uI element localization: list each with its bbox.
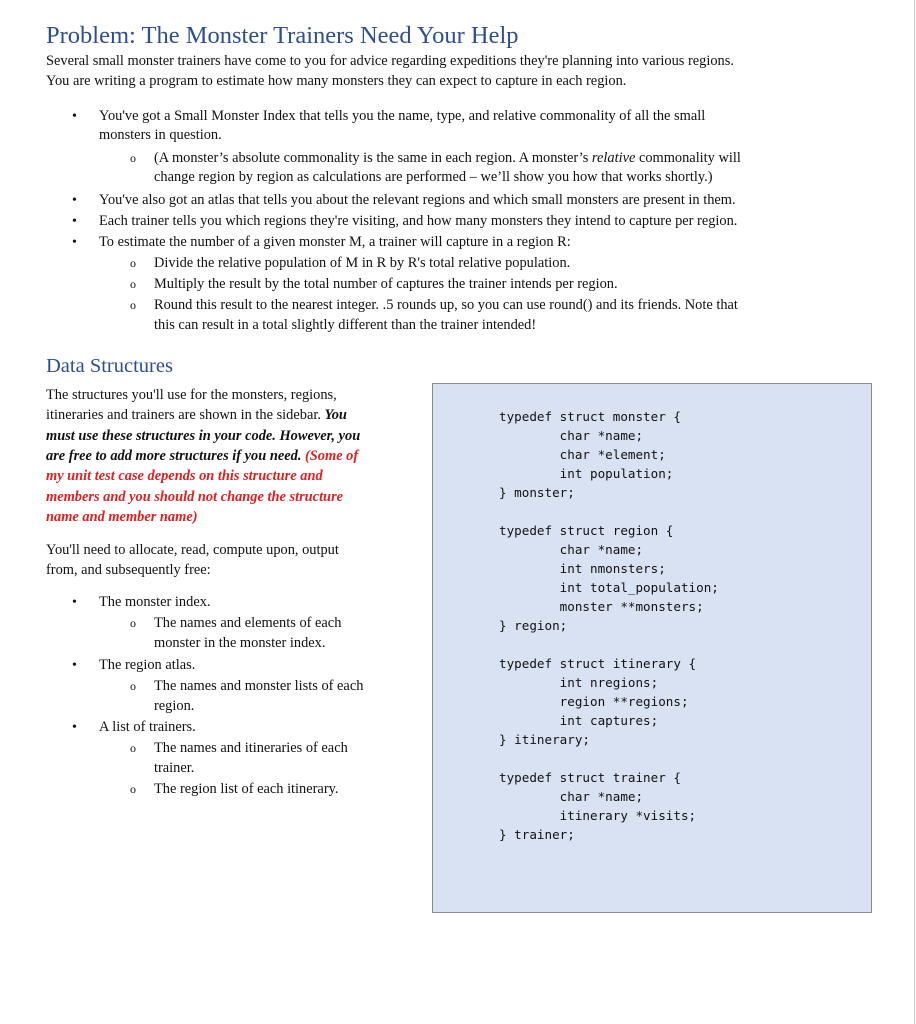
bullet-2: You've also got an atlas that tells you about the relevant regions and which small monsters are present in them.: [99, 192, 736, 208]
sub-bullet-circle: o: [130, 151, 136, 165]
bullet-dot: •: [72, 658, 77, 673]
code-line: region **regions;: [499, 694, 689, 709]
sub-bullet-circle: o: [130, 277, 136, 291]
bullet-dot: •: [72, 214, 77, 229]
code-line: int total_population;: [499, 580, 719, 595]
bullet-dot: •: [72, 595, 77, 610]
code-line: typedef struct trainer {: [499, 770, 681, 785]
ds-para-line: The structures you'll use for the monsters, regions,: [46, 387, 337, 403]
bullet-1-line-2: monsters in question.: [99, 127, 222, 143]
code-line: int captures;: [499, 713, 659, 728]
code-line: } itinerary;: [499, 732, 590, 747]
ds-red-line: members and you should not change the structure: [46, 489, 344, 505]
code-line: typedef struct monster {: [499, 409, 681, 424]
ds-list-sub: The names and monster lists of each: [154, 678, 364, 694]
ds-red-line: name and member name): [46, 509, 198, 525]
code-line: typedef struct region {: [499, 523, 674, 538]
code-line: } region;: [499, 618, 568, 633]
code-line: int nregions;: [499, 675, 659, 690]
intro-line-2: You are writing a program to estimate how many monsters they can expect to capture in each region.: [46, 73, 627, 89]
sub-bullet-circle: o: [130, 679, 136, 693]
ds-list-sub: monster in the monster index.: [154, 635, 326, 651]
code-block: [499, 407, 719, 844]
code-line: [499, 502, 719, 521]
bullet-4: To estimate the number of a given monster M, a trainer will capture in a region R:: [99, 234, 571, 250]
bullet-3: Each trainer tells you which regions they're visiting, and how many monsters they intend to capture per region.: [99, 213, 738, 229]
ds-para2-line: from, and subsequently free:: [46, 562, 211, 578]
code-line: itinerary *visits;: [499, 808, 697, 823]
bullet-4-sub-1: Divide the relative population of M in R by R's total relative population.: [154, 255, 571, 271]
code-line: [499, 635, 719, 654]
ds-para2-line: You'll need to allocate, read, compute upon, output: [46, 542, 339, 558]
code-line: } trainer;: [499, 827, 575, 842]
ds-list-sub: The names and itineraries of each: [154, 740, 348, 756]
sub-bullet-circle: o: [130, 298, 136, 312]
ds-bold-line: are free to add more structures if you need. (Some of: [46, 448, 359, 464]
ds-list-item: A list of trainers.: [99, 719, 196, 735]
code-line: char *name;: [499, 542, 644, 557]
ds-list-item: The region atlas.: [99, 657, 196, 673]
sub-bullet-circle: o: [130, 256, 136, 270]
code-line: char *name;: [499, 789, 644, 804]
bullet-1-line-1: You've got a Small Monster Index that tells you the name, type, and relative commonality of all the small: [99, 108, 706, 124]
intro-line-1: Several small monster trainers have come to you for advice regarding expeditions they're planning into various regions.: [46, 53, 734, 69]
bullet-1-sub-line-1: (A monster’s absolute commonality is the same in each region. A monster’s relative commonality will: [154, 150, 741, 166]
page-title: Problem: The Monster Trainers Need Your Help: [46, 22, 519, 49]
bullet-1-sub-line-2: change region by region as calculations are performed – we’ll show you how that works shortly.): [154, 169, 713, 185]
bullet-4-sub-2: Multiply the result by the total number of captures the trainer intends per region.: [154, 276, 618, 292]
ds-list-sub: The region list of each itinerary.: [154, 781, 339, 797]
ds-list-sub: region.: [154, 698, 195, 714]
code-line: int population;: [499, 466, 674, 481]
ds-list-item: The monster index.: [99, 594, 211, 610]
bullet-dot: •: [72, 720, 77, 735]
bullet-dot: •: [72, 193, 77, 208]
sub-bullet-circle: o: [130, 741, 136, 755]
code-line: } monster;: [499, 485, 575, 500]
ds-red-line: my unit test case depends on this structure and: [46, 468, 323, 484]
section-heading: Data Structures: [46, 355, 173, 377]
ds-bold-line: must use these structures in your code. However, you: [46, 428, 361, 444]
bullet-dot: •: [72, 109, 77, 124]
ds-list-sub: trainer.: [154, 760, 195, 776]
bullet-4-sub-3-cont: this can result in a total slightly different than the trainer intended!: [154, 317, 537, 333]
code-line: monster **monsters;: [499, 599, 704, 614]
code-line: typedef struct itinerary {: [499, 656, 697, 671]
code-line: char *element;: [499, 447, 666, 462]
bullet-4-sub-3: Round this result to the nearest integer. .5 rounds up, so you can use round() and its friends. Note that: [154, 297, 738, 313]
ds-para-line: itineraries and trainers are shown in the sidebar. You: [46, 407, 347, 423]
bullet-dot: •: [72, 235, 77, 250]
code-line: char *name;: [499, 428, 644, 443]
ds-list-sub: The names and elements of each: [154, 615, 342, 631]
sub-bullet-circle: o: [130, 616, 136, 630]
code-line: [499, 749, 719, 768]
sub-bullet-circle: o: [130, 782, 136, 796]
code-line: int nmonsters;: [499, 561, 666, 576]
